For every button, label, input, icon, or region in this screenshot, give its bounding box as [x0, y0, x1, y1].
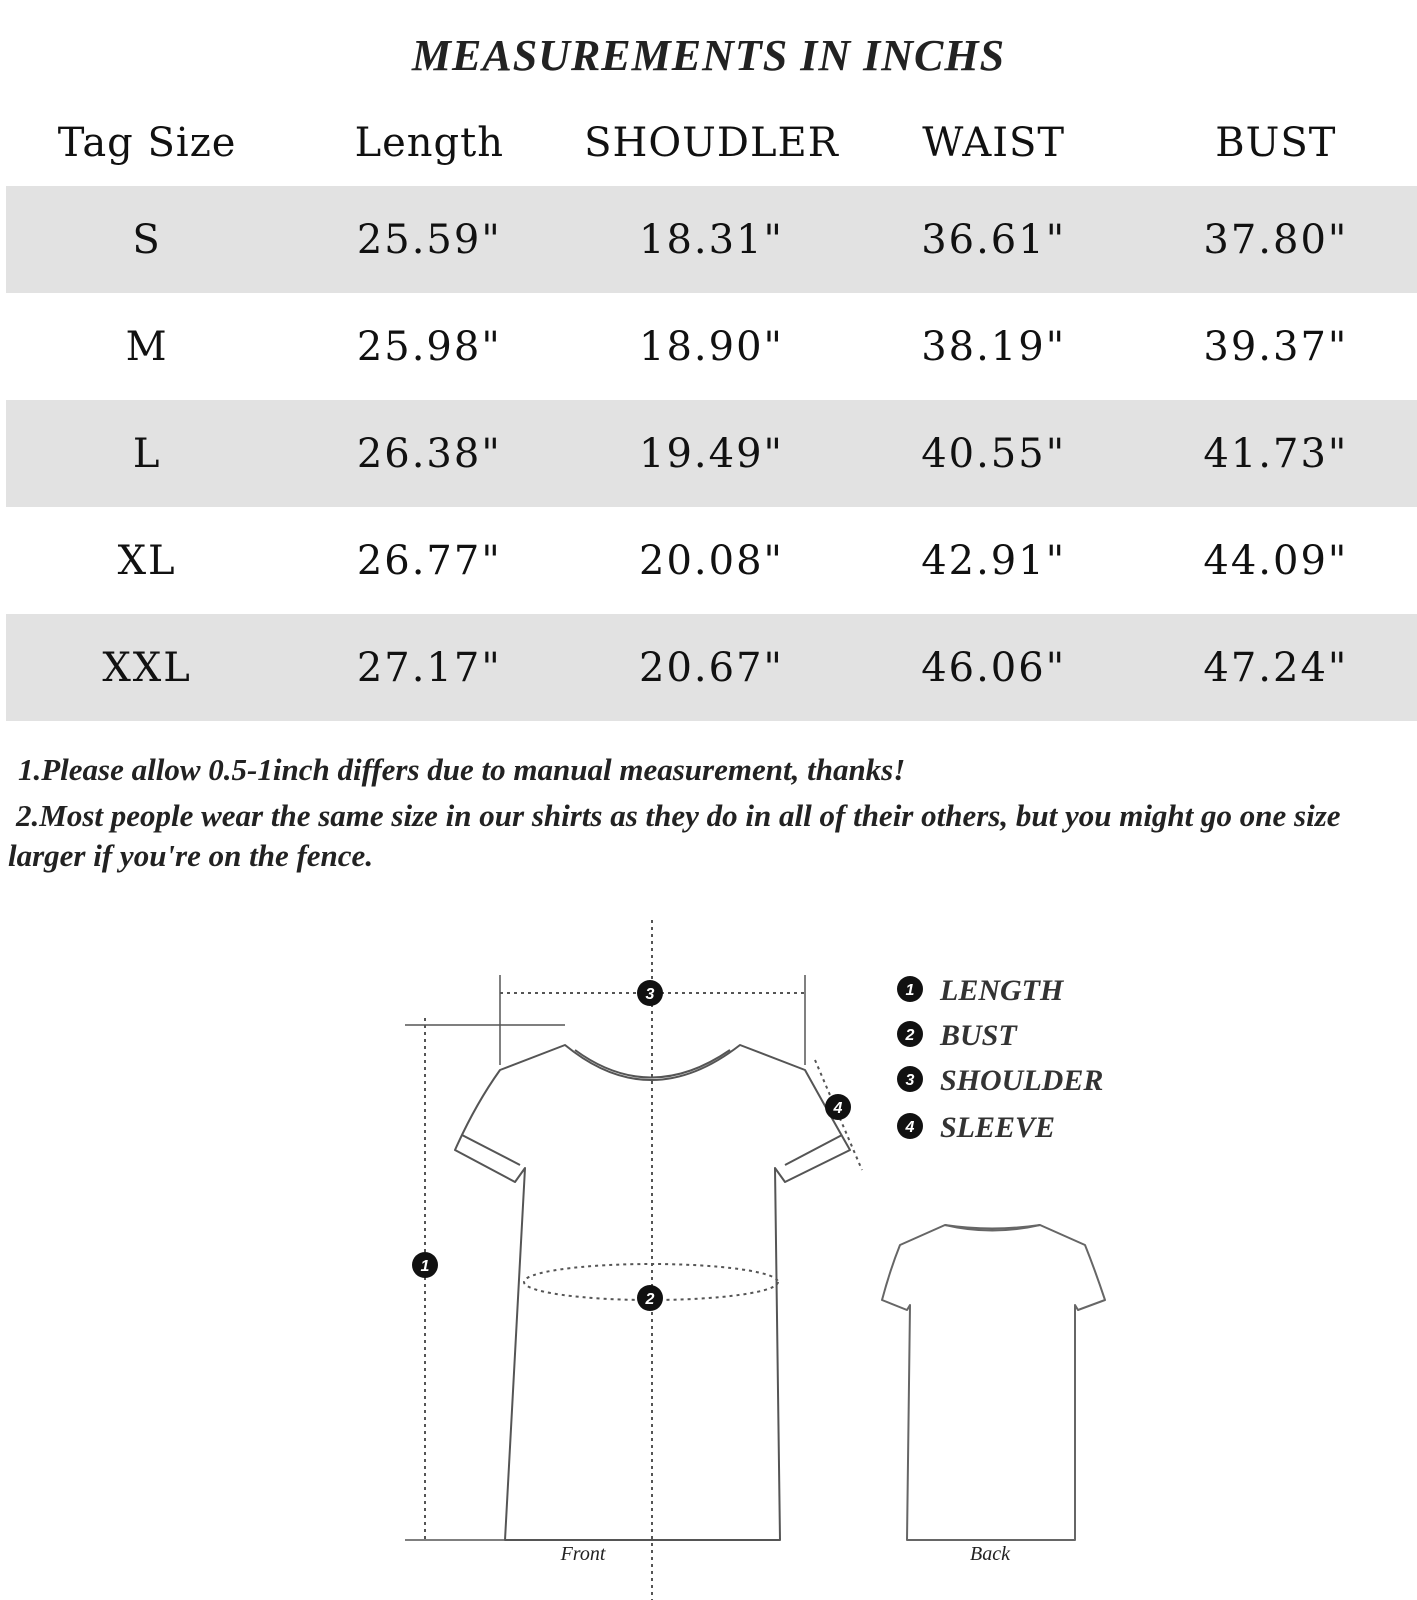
cell-bust: 39.37" — [1203, 323, 1349, 370]
legend-item-bust — [897, 1019, 1018, 1052]
measurement-diagram — [0, 900, 1417, 1600]
legend-number: 2 — [905, 1027, 915, 1044]
cell-shoulder: 20.08" — [639, 537, 784, 584]
cell-bust: 41.73" — [1135, 400, 1417, 507]
cell-size: XL — [117, 537, 177, 584]
shoulder-number-icon — [637, 980, 663, 1006]
svg-text:3: 3 — [645, 986, 655, 1003]
back-caption: Back — [970, 1543, 1010, 1565]
table-row — [6, 186, 1417, 293]
legend-label: BUST — [940, 1019, 1017, 1052]
cell-size: M — [125, 323, 169, 370]
cell-shoulder: 19.49" — [570, 400, 852, 507]
cell-size: XXL — [6, 614, 288, 721]
cell-bust: 37.80" — [1135, 186, 1417, 293]
legend-item-sleeve — [897, 1111, 1055, 1144]
note-1: 1.Please allow 0.5-1inch differs due to manual measurement, thanks! — [18, 752, 906, 787]
table-row — [6, 507, 1417, 614]
header-waist: WAIST — [922, 120, 1066, 166]
cell-waist: 36.61" — [853, 186, 1135, 293]
front-caption: Front — [560, 1543, 606, 1565]
chart-title: MEASUREMENTS IN INCHS — [411, 31, 1006, 80]
note-2: 2.Most people wear the same size in our shirts as they do in all of their others, but you might go one size larger if you're on the fence. — [8, 798, 1341, 873]
header-shoulder: SHOUDLER — [584, 120, 839, 166]
cell-shoulder: 20.67" — [570, 614, 852, 721]
legend-number: 4 — [905, 1119, 915, 1136]
legend-number: 3 — [905, 1072, 915, 1089]
size-table — [6, 100, 1417, 721]
table-row — [6, 293, 1417, 400]
svg-text:2: 2 — [645, 1291, 655, 1308]
header-length: Length — [354, 120, 504, 166]
svg-text:1: 1 — [420, 1258, 430, 1275]
cell-waist: 42.91" — [921, 537, 1067, 584]
legend — [897, 974, 1103, 1144]
legend-label: SHOULDER — [940, 1064, 1104, 1097]
cell-length: 27.17" — [288, 614, 570, 721]
cell-bust: 47.24" — [1135, 614, 1417, 721]
legend-number: 1 — [905, 982, 915, 999]
legend-item-shoulder — [897, 1064, 1103, 1097]
header-bust: BUST — [1215, 120, 1337, 166]
table-row — [6, 400, 1417, 507]
measurement-guides — [425, 920, 862, 1600]
cell-waist: 38.19" — [921, 323, 1067, 370]
cell-length: 26.38" — [288, 400, 570, 507]
back-shirt-outline — [882, 1225, 1105, 1540]
cell-length: 25.59" — [288, 186, 570, 293]
cell-size: S — [6, 186, 288, 293]
cell-shoulder: 18.90" — [639, 323, 784, 370]
svg-text:4: 4 — [833, 1100, 843, 1117]
cell-waist: 40.55" — [853, 400, 1135, 507]
header-tag-size: Tag Size — [57, 120, 237, 166]
legend-item-length — [897, 974, 1065, 1007]
cell-size: L — [6, 400, 288, 507]
cell-shoulder: 18.31" — [570, 186, 852, 293]
cell-length: 25.98" — [356, 323, 502, 370]
legend-label: SLEEVE — [940, 1111, 1056, 1144]
cell-bust: 44.09" — [1203, 537, 1349, 584]
length-number-icon — [412, 1252, 438, 1278]
bust-number-icon — [637, 1285, 663, 1311]
table-row — [6, 614, 1417, 721]
table-header-row — [6, 100, 1417, 186]
cell-waist: 46.06" — [853, 614, 1135, 721]
sleeve-number-icon — [825, 1094, 851, 1120]
cell-length: 26.77" — [356, 537, 502, 584]
guide-ticks — [405, 975, 805, 1540]
legend-label: LENGTH — [940, 974, 1064, 1007]
notes — [8, 750, 1413, 876]
